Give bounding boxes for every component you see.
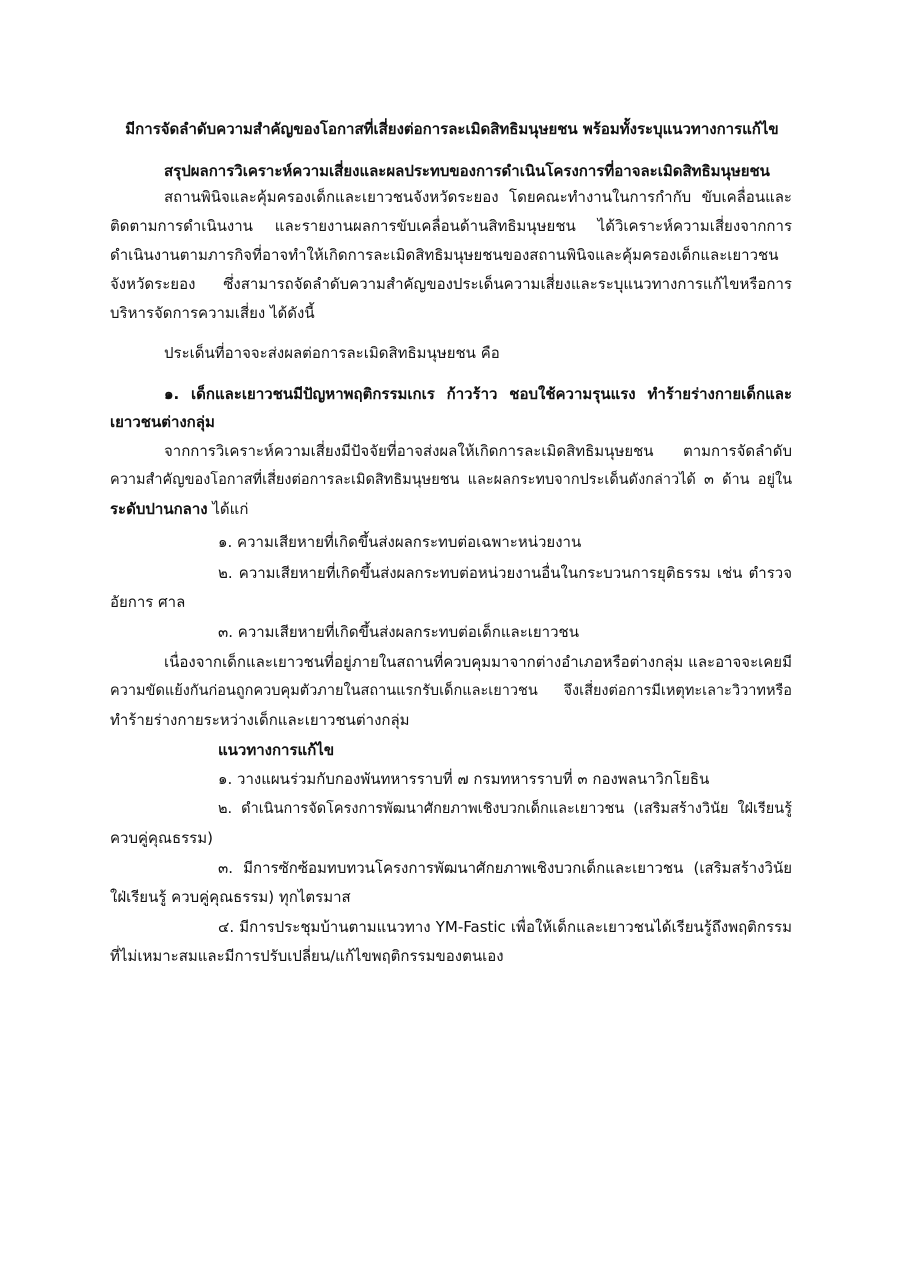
solution-item-cont: ที่ไม่เหมาะสมและมีการปรับเปลี่ยน/แก้ไขพฤติกรรมของตนเอง [110, 947, 504, 965]
intro-line: ติดตามการดำเนินงาน และรายงานผลการขับเคลื่อนด้านสิทธิมนุษยชน ได้วิเคราะห์ความเสี่ยงจากการ [110, 217, 792, 235]
intro-line: สถานพินิจและคุ้มครองเด็กและเยาวชนจังหวัดระยอง โดยคณะทำงานในการกำกับ ขับเคลื่อนและ [164, 188, 792, 206]
impact-item: ๒. ความเสียหายที่เกิดขึ้นส่งผลกระทบต่อหน่วยงานอื่นในกระบวนการยุติธรรม เช่น ตำรวจ [218, 564, 792, 582]
intro-line: จังหวัดระยอง ซึ่งสามารถจัดลำดับความสำคัญของประเด็นความเสี่ยงและระบุแนวทางการแก้ไขหรือการ [110, 275, 792, 293]
intro-line: บริหารจัดการความเสี่ยง ได้ดังนี้ [110, 304, 315, 322]
risk-level: ระดับปานกลาง [110, 500, 208, 518]
solution-item: ๒. ดำเนินการจัดโครงการพัฒนาศักยภาพเชิงบวกเด็กและเยาวชน (เสริมสร้างวินัย ใฝ่เรียนรู้ [218, 801, 792, 817]
solution-item: ๓. มีการซักซ้อมทบทวนโครงการพัฒนาศักยภาพเชิงบวกเด็กและเยาวชน (เสริมสร้างวินัย [218, 859, 792, 877]
issue-heading: ๑. เด็กและเยาวชนมีปัญหาพฤติกรรมเกเร ก้าวร้าว ชอบใช้ความรุนแรง ทำร้ายร่างกายเด็กและ [164, 385, 792, 403]
cause-line: เนื่องจากเด็กและเยาวชนที่อยู่ภายในสถานที่ควบคุมมาจากต่างอำเภอหรือต่างกลุ่ม และอาจจะเคยมี [164, 653, 792, 671]
solution-item-cont: ควบคู่คุณธรรม) [110, 829, 213, 847]
analysis-line: จากการวิเคราะห์ความเสี่ยงมีปัจจัยที่อาจส่งผลให้เกิดการละเมิดสิทธิมนุษยชน ตามการจัดลำดับ [164, 442, 792, 460]
impact-item-cont: อัยการ ศาล [110, 593, 186, 611]
intro-line: ดำเนินงานตามภารกิจที่อาจทำให้เกิดการละเมิดสิทธิมนุษยชนของสถานพินิจและคุ้มครองเด็กและเยาวชน [110, 246, 779, 264]
impact-item: ๓. ความเสียหายที่เกิดขึ้นส่งผลกระทบต่อเด็กและเยาวชน [218, 623, 579, 641]
cause-line: ความขัดแย้งกันก่อนถูกควบคุมตัวภายในสถานแรกรับเด็กและเยาวชน จึงเสี่ยงต่อการมีเหตุทะเลาะวิวาทหรือ [110, 683, 792, 699]
analysis-level-line [110, 497, 248, 521]
solution-item-cont: ใฝ่เรียนรู้ ควบคู่คุณธรรม) ทุกไตรมาส [110, 888, 351, 906]
sub-heading: สรุปผลการวิเคราะห์ความเสี่ยงและผลประทบของการดำเนินโครงการที่อาจละเมิดสิทธิมนุษยชน [164, 162, 770, 180]
issue-intro: ประเด็นที่อาจจะส่งผลต่อการละเมิดสิทธิมนุษยชน คือ [164, 344, 500, 362]
solution-item: ๔. มีการประชุมบ้านตามแนวทาง YM-Fastic เพื่อให้เด็กและเยาวชนได้เรียนรู้ถึงพฤติกรรม [218, 918, 792, 936]
main-heading: มีการจัดลำดับความสำคัญของโอกาสที่เสี่ยงต่อการละเมิดสิทธิมนุษยชน พร้อมทั้งระบุแนวทางการแก้ไข [125, 120, 779, 138]
cause-line: ทำร้ายร่างกายระหว่างเด็กและเยาวชนต่างกลุ่ม [110, 711, 410, 729]
solution-item: ๑. วางแผนร่วมกับกองพันทหารราบที่ ๗ กรมทหารราบที่ ๓ กองพลนาวิกโยธิน [218, 770, 710, 788]
risk-level-tail: ได้แก่ [207, 500, 249, 518]
analysis-line: ความสำคัญของโอกาสที่เสี่ยงต่อการละเมิดสิทธิมนุษยชน และผลกระทบจากประเด็นดังกล่าวได้ ๓ ด้าน อยู่ใน [110, 472, 792, 488]
solutions-heading: แนวทางการแก้ไข [218, 741, 335, 759]
impact-item: ๑. ความเสียหายที่เกิดขึ้นส่งผลกระทบต่อเฉพาะหน่วยงาน [218, 533, 582, 551]
issue-heading: เยาวชนต่างกลุ่ม [110, 413, 215, 431]
